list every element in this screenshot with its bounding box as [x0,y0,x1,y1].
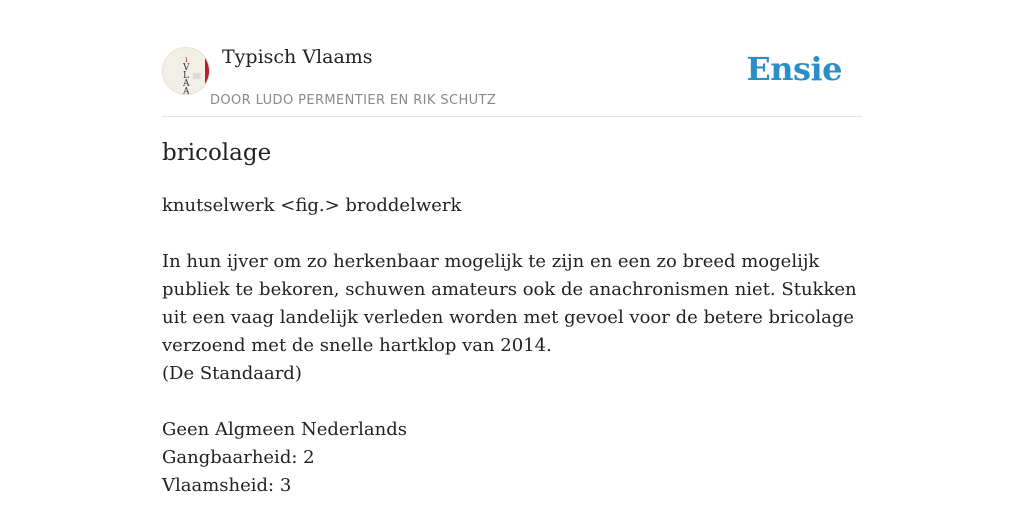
entry-quote-source: (De Standaard) [162,363,302,384]
source-avatar[interactable] [162,47,210,95]
svg-text:A: A [183,79,190,89]
entry-gangbaarheid: Gangbaarheid: 2 [162,447,315,468]
entry-definition: knutselwerk <fig.> broddelwerk [162,195,462,216]
source-author: DOOR LUDO PERMENTIER EN RIK SCHUTZ [210,93,497,108]
brand-logo[interactable]: Ensie [746,50,842,88]
entry-card [162,0,862,496]
svg-text:V: V [183,63,190,73]
svg-text:ı: ı [185,55,188,64]
spacer [162,388,862,416]
header [162,0,862,117]
entry-standard: Geen Algmeen Nederlands [162,419,407,440]
svg-text:L: L [183,71,189,81]
entry-vlaamsheid: Vlaamsheid: 3 [162,475,292,496]
entry-quote: In hun ijver om zo herkenbaar mogelijk te zijn en een zo breed mogelijk publiek te bekoren, schuwen amateurs ook de anachronismen niet. Stukken uit een vaag landelijk verleden worden met gevoel voor de betere bricolage verzoend met de snelle hartklop van 2014. [162,251,857,356]
spacer [162,220,862,248]
entry-body [162,192,862,500]
svg-text:A: A [183,87,190,95]
source-title[interactable]: Typisch Vlaams [222,46,373,68]
entry-term: bricolage [162,140,272,166]
book-cover-icon [163,48,210,95]
